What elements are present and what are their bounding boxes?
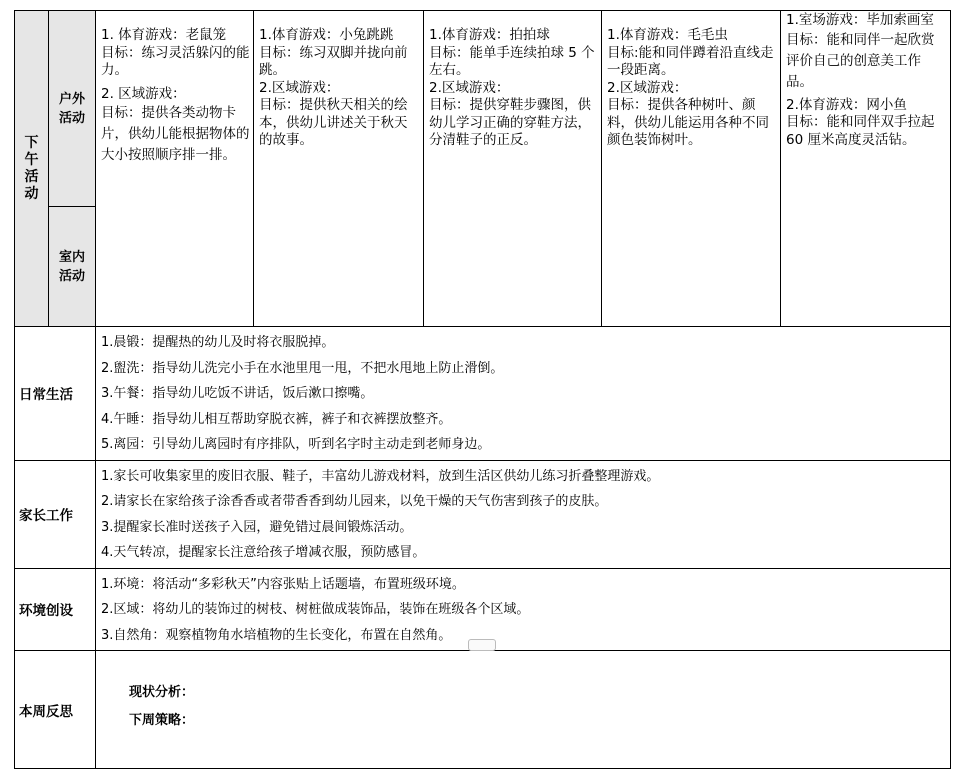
activity-line: 2.区域游戏： xyxy=(259,79,340,96)
day-plan-friday xyxy=(781,11,951,327)
activity-line: 2.体育游戏：网小鱼 xyxy=(786,96,907,113)
list-item: 4.午睡：指导幼儿相互帮助穿脱衣裤，裤子和衣裤摆放整齐。 xyxy=(101,411,452,427)
goal-line: 目标：提供各类动物卡片，供幼儿能根据物体的大小按照顺序排一排。 xyxy=(101,105,250,163)
afternoon-char: 活 xyxy=(24,168,39,185)
parent-work-header: 家长工作 xyxy=(15,460,96,568)
list-item: 2.盥洗：指导幼儿洗完小手在水池里甩一甩，不把水甩地上防止滑倒。 xyxy=(101,360,504,376)
activity-line: 1.室场游戏：毕加索画室 xyxy=(786,12,934,28)
list-item: 5.离园：引导幼儿离园时有序排队，听到名字时主动走到老师身边。 xyxy=(101,437,491,452)
outdoor-label-line: 户外 xyxy=(58,91,85,107)
page-scroll-handle[interactable] xyxy=(468,639,496,651)
reflection-header: 本周反思 xyxy=(15,651,96,769)
list-item: 1.晨锻：提醒热的幼儿及时将衣服脱掉。 xyxy=(101,335,335,350)
daily-life-list xyxy=(96,327,951,461)
list-item: 4.天气转凉，提醒家长注意给孩子增减衣服，预防感冒。 xyxy=(101,545,426,560)
afternoon-char: 动 xyxy=(24,185,39,202)
goal-line: 目标：能单手连续拍球 5 个左右。 xyxy=(429,44,595,78)
afternoon-char: 午 xyxy=(24,151,39,168)
list-item: 3.自然角：观察植物角水培植物的生长变化，布置在自然角。 xyxy=(101,627,452,643)
parent-work-list xyxy=(96,460,951,568)
activity-line: 1.体育游戏：毛毛虫 xyxy=(607,27,728,43)
indoor-label-line: 室内 xyxy=(58,249,85,265)
goal-line: 目标：练习灵活躲闪的能力。 xyxy=(101,44,250,78)
environment-header: 环境创设 xyxy=(15,568,96,651)
environment-list xyxy=(96,568,951,651)
reflection-body xyxy=(96,651,951,769)
list-item: 2.区域：将幼儿的装饰过的树枝、树桩做成装饰品，装饰在班级各个区域。 xyxy=(101,602,530,617)
daily-life-header: 日常生活 xyxy=(15,327,96,461)
goal-line: 目标：提供秋天相关的绘本，供幼儿讲述关于秋天的故事。 xyxy=(259,97,408,148)
list-item: 2.请家长在家给孩子涂香香或者带香香到幼儿园来，以免干燥的天气伤害到孩子的皮肤。 xyxy=(101,494,608,509)
afternoon-char: 下 xyxy=(24,134,39,151)
activity-line: 2.区域游戏： xyxy=(429,79,510,96)
afternoon-activity-header xyxy=(15,11,49,327)
outdoor-label-line: 活动 xyxy=(58,110,85,126)
list-item: 1.家长可收集家里的废旧衣服、鞋子，丰富幼儿游戏材料，放到生活区供幼儿练习折叠整理游戏。 xyxy=(101,468,660,484)
goal-line: 目标：练习双脚并拢向前跳。 xyxy=(259,44,408,78)
weekly-plan-table xyxy=(14,10,951,769)
activity-line: 2. 区域游戏： xyxy=(101,85,186,102)
day-plan-thursday xyxy=(602,11,781,327)
next-week-strategy-label: 下周策略： xyxy=(129,713,195,728)
goal-line: 目标：能和同伴双手拉起60 厘米高度灵活钻。 xyxy=(786,114,935,148)
indoor-activity-header xyxy=(49,207,96,327)
activity-line: 1.体育游戏：拍拍球 xyxy=(429,27,550,43)
indoor-label-line: 活动 xyxy=(58,268,85,284)
day-plan-wednesday xyxy=(424,11,602,327)
status-analysis-label: 现状分析： xyxy=(129,685,195,700)
activity-line: 1.体育游戏：小兔跳跳 xyxy=(259,27,394,43)
goal-line: 目标：提供各种树叶、颜料，供幼儿能运用各种不同颜色装饰树叶。 xyxy=(607,97,769,148)
list-item: 3.提醒家长准时送孩子入园，避免错过晨间锻炼活动。 xyxy=(101,519,413,535)
list-item: 3.午餐：指导幼儿吃饭不讲话，饭后漱口擦嘴。 xyxy=(101,386,374,401)
goal-line: 目标:能和同伴蹲着沿直线走一段距离。 xyxy=(607,44,774,78)
activity-line: 2.区域游戏： xyxy=(607,79,688,96)
day-plan-monday xyxy=(96,11,254,327)
list-item: 1.环境：将活动“多彩秋天”内容张贴上话题墙，布置班级环境。 xyxy=(101,576,465,592)
goal-line: 目标：能和同伴一起欣赏评价自己的创意美工作品。 xyxy=(786,31,935,90)
day-plan-tuesday xyxy=(254,11,424,327)
goal-line: 目标：提供穿鞋步骤图，供幼儿学习正确的穿鞋方法，分清鞋子的正反。 xyxy=(429,97,591,148)
outdoor-activity-header xyxy=(49,11,96,207)
activity-line: 1. 体育游戏：老鼠笼 xyxy=(101,27,227,43)
